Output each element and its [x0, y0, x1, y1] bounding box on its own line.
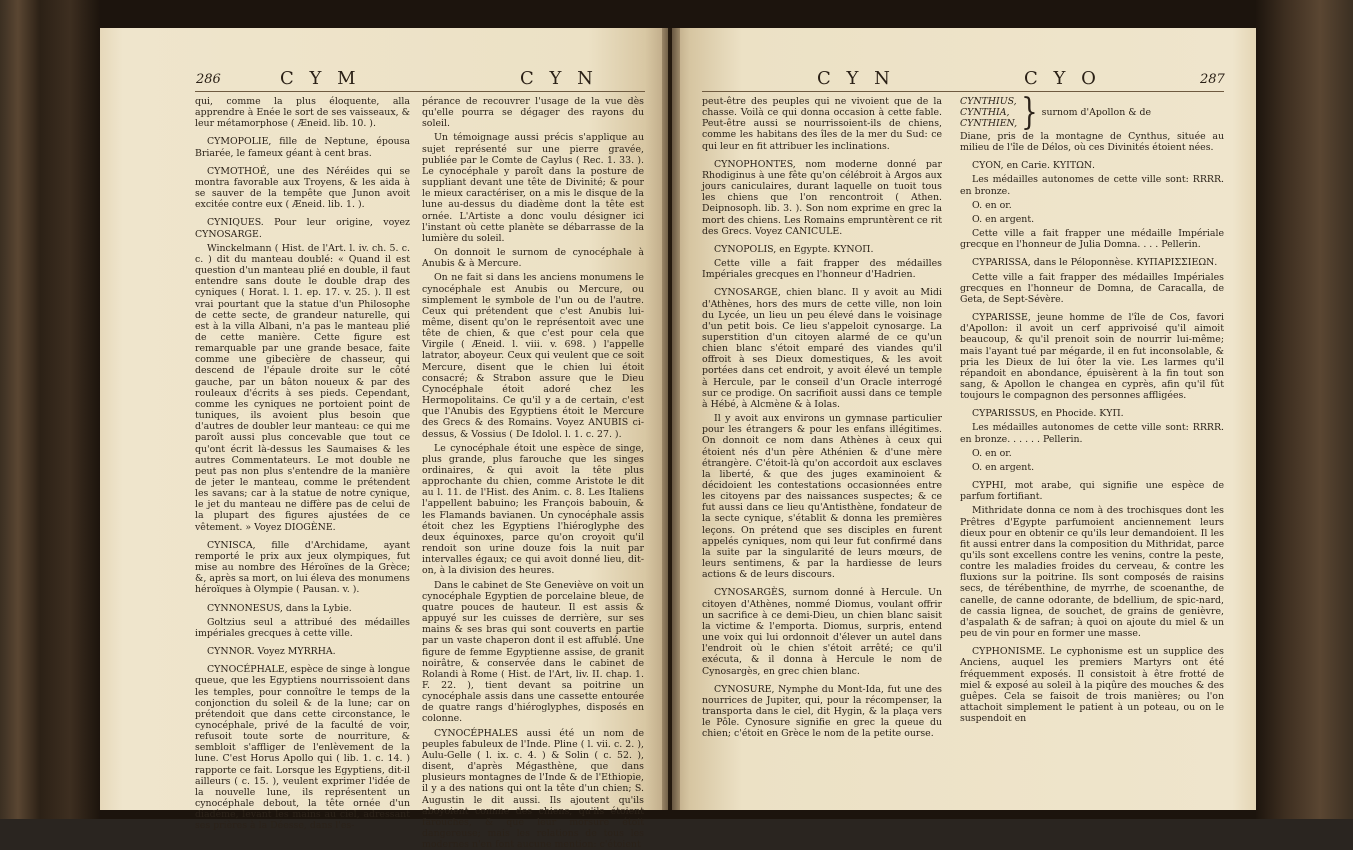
- page-number: 287: [1200, 72, 1225, 87]
- entry-paragraph: CYNOSARGE, chien blanc. Il y avoit au Midi d'Athènes, hors des murs de cette ville, non loin du Lycée, un lieu un peu élevé dans le voisinage d'un petit bois. Ce lieu s'appeloit cynosarge. La superstition d'un citoyen alarmé de ce qu'un chien blanc s'étoit emparé des viandes qu'il offroit à ses Dieux domestiques, & les avoit portées dans cet endroit, y avoit élevé un temple à Hercule, par le conseil d'un Oracle interrogé sur ce prodige. On sacrifioit aussi dans ce temple à Hébé, à Alcmène & à Iolas.: [702, 287, 942, 410]
- entry-paragraph: CYNIQUES. Pour leur origine, voyez CYNOSARGE.: [195, 217, 410, 240]
- entry-paragraph: Il y avoit aux environs un gymnase particulier pour les étrangers & pour les enfans illégitimes. On donnoit ce nom dans Athènes à ceux qui étoient nés d'un père Athénien & d'une mère étrangère. C'étoit-là qu'on accordoit aux esclaves la liberté, & que des juges examinoient & décidoient les contestations occasionnées entre les citoyens par des naissances suspectes; & ce fut aussi dans ce lieu qu'Antisthène, fondateur de la secte cynique, s'établit & donna les premières leçons. On prétend que ses disciples en furent appelés cyniques, nom qui leur fut confirmé dans la suite par la singularité de leurs mœurs, de leurs sentimens, & par la hardiesse de leurs actions & de leurs discours.: [702, 413, 942, 581]
- running-header: C Y N: [520, 68, 598, 89]
- entry-paragraph: CYNOSURE, Nymphe du Mont-Ida, fut une des nourrices de Jupiter, qui, pour la récompenser, la transporta dans le ciel, dit Hygin, & la plaça vers le Pôle. Cynosure signifie en grec la queue du chien; c'étoit en Grèce le nom de la petite ourse.: [702, 683, 942, 740]
- brace-glyph: }: [1021, 91, 1038, 134]
- text-column-right-2: [960, 91, 1224, 796]
- entry-paragraph: CYPARISSUS, en Phocide. ΚΥΠ.: [972, 408, 1124, 420]
- text-column-left-2: [422, 96, 644, 850]
- entry-paragraph: Les médailles autonomes de cette ville sont: RRRR. en bronze. . . . . . Pellerin.: [960, 422, 1224, 445]
- running-header: C Y O: [1024, 68, 1101, 89]
- entry-paragraph: Cette ville a fait frapper des médailles Impériales grecques en l'honneur de Domna, de Caracalla, de Geta, de Sept-Sévère.: [960, 271, 1224, 305]
- entry-paragraph: Mithridate donna ce nom à des trochisques dont les Prêtres d'Egypte parfumoient anciennement leurs dieux pour en obtenir ce qu'ils leur demandoient. Il les fit aussi entrer dans la composition du Mithridat, parce qu'ils sont excellens contre les venins, contre la peste, contre les maladies froides du cerveau, & contre les fluxions sur la poitrine. Ils sont composés de raisins secs, de térébenthine, de myrrhe, de scoenanthe, de canelle, de canne odorante, de bdellium, de spic-nard, de cassia lignea, de souchet, de grains de genièvre, d'aspalath & de safran; à quoi on ajoute du miel & un peu de vin pour en former une masse.: [960, 505, 1224, 640]
- entry-paragraph: CYNNONESUS, dans la Lybie.: [207, 602, 352, 614]
- brace-text: surnom d'Apollon & de: [1041, 106, 1152, 118]
- entry-paragraph: peut-être des peuples qui ne vivoient que de la chasse. Voilà ce qui donna occasion à cette fable. Peut-être aussi se nourrissoient-ils de chiens, comme les habitans des îles de la mer du Sud: ce qui leur en fit attribuer les inclinations.: [702, 96, 942, 152]
- brace-name: CYNTHIEN,: [960, 118, 1018, 129]
- entry-paragraph: CYPHI, mot arabe, qui signifie une espèce de parfum fortifiant.: [960, 480, 1224, 503]
- entry-paragraph: CYMOTHOÉ, une des Néréides qui se montra favorable aux Troyens, & les aida à se sauver de la tempête que Junon avoit excitée contre eux ( Æneid. lib. 1. ).: [195, 165, 410, 211]
- entry-paragraph: Diane, pris de la montagne de Cynthus, située au milieu de l'île de Délos, où ces Divinités étoient nées.: [960, 131, 1224, 154]
- book-gutter: [662, 28, 680, 810]
- entry-paragraph: CYNISCA, fille d'Archidame, ayant remporté le prix aux jeux olympiques, fut mise au nombre des Héroïnes de la Grèce; &, après sa mort, on lui éleva des monumens héroïques à Olympie ( Pausan. v. ).: [195, 539, 410, 596]
- brace-name: CYNTHIA,: [960, 107, 1010, 118]
- entry-paragraph: On ne fait si dans les anciens monumens le cynocéphale est Anubis ou Mercure, ou simplement le symbole de l'un ou de l'autre. Ceux qui prétendent que c'est Anubis lui-même, disent qu'on le représentoit avec une tête de chien, & que c'est pour cela que Virgile ( Æneid. l. viii. v. 698. ) l'appelle latrator, aboyeur. Ceux qui veulent que ce soit Mercure, disent que le chien lui étoit consacré; & Strabon assure que le Dieu Cynocéphale étoit adoré chez les Hermopolitains. Ce qu'il y a de certain, c'est que l'Anubis des Egyptiens étoit le Mercure des Grecs & des Romains. Voyez ANUBIS ci-dessus, & Vossius ( De Idolol. l. 1. c. 27. ).: [422, 272, 644, 440]
- entry-paragraph: Cette ville a fait frapper une médaille Impériale grecque en l'honneur de Julia Domna. . . . Pellerin.: [960, 228, 1224, 251]
- entry-paragraph: CYNOPOLIS, en Egypte. ΚΥΝΟΠ.: [714, 243, 874, 255]
- entry-paragraph: CYPARISSE, jeune homme de l'île de Cos, favori d'Apollon: il avoit un cerf apprivoisé qu'il aimoit beaucoup, & qu'il prenoit soin de nourrir lui-même; mais l'ayant tué par mégarde, il en fut inconsolable, & pria les Dieux de lui ôter la vie. Les larmes qu'il répandoit en abondance, épuisèrent à la fin tout son sang, & Apollon le changea en cyprès, afin qu'il fût toujours le compagnon des personnes affligées.: [960, 312, 1224, 402]
- right-page: [672, 28, 1256, 810]
- entry-paragraph: Goltzius seul a attribué des médailles impériales grecques à cette ville.: [195, 616, 410, 639]
- entry-paragraph: Winckelmann ( Hist. de l'Art. l. iv. ch. 5. c. c. ) dit du manteau doublé: « Quand il est question d'un manteau plié en double, il faut entendre sans doute le double drap des cyniques ( Horat. l. 1. ep. 17. v. 25. ). Il est vrai pourtant que la statue d'un Philosophe de cette secte, de grandeur naturelle, qui est à la villa Albani, n'a pas le manteau plié de cette manière. Cette figure est remarquable par une grande besace, faite comme une gibecière de chasseur, qui descend de l'épaule droite sur le côté gauche, par un bâton noueux & par des rouleaux d'écrits à ses pieds. Cependant, comme les cyniques ne portoient point de tuniques, ils avoient plus besoin que d'autres de doubler leur manteau: ce qui me paroît aussi plus concevable que tout ce qu'ont écrit là-dessus les Saumaises & les autres Commentateurs. Le mot double ne peut pas non plus s'entendre de la manière de jeter le manteau, comme le prétendent les savans; car à la statue de notre cynique, le jet du manteau ne diffère pas de celui de la plupart des figures ajustées de ce vêtement. » Voyez DIOGÈNE.: [195, 242, 410, 533]
- entry-paragraph: CYNOSARGÈS, surnom donné à Hercule. Un citoyen d'Athènes, nommé Diomus, voulant offrir un sacrifice à ce demi-Dieu, un chien blanc saisit la victime & l'emporta. Diomus, surpris, entend une voix qui lui ordonnoit d'élever un autel dans l'endroit où le chien s'étoit arrêté; ce qu'il exécuta, & il donna à Hercule le nom de Cynosargès, en grec chien blanc.: [702, 587, 942, 677]
- entry-paragraph: CYNOCÉPHALE, espèce de singe à longue queue, que les Egyptiens nourrissoient dans les temples, pour connoître le temps de la conjonction du soleil & de la lune; car on prétendoit que dans cette circonstance, le cynocéphale, privé de la faculté de voir, refusoit toute sorte de nourriture, & sembloit s'affliger de l'enlèvement de la lune. C'est Horus Apollo qui ( lib. 1. c. 14. ) rapporte ce fait. Lorsque les Egyptiens, dit-il ailleurs ( c. 15. ), veulent exprimer l'idée de la nouvelle lune, ils représentent un cynocéphale debout, la tête ornée d'un diadème, levant les mains au ciel, adressant ses prières à la Déesse, dans l'es-: [195, 664, 410, 832]
- running-header: C Y N: [817, 68, 895, 89]
- entry-paragraph: O. en or.: [972, 199, 1012, 211]
- entry-paragraph: CYMOPOLIE, fille de Neptune, épousa Briarée, le fameux géant à cent bras.: [195, 136, 410, 159]
- entry-paragraph: O. en or.: [972, 447, 1012, 459]
- entry-paragraph: Les médailles autonomes de cette ville sont: RRRR. en bronze.: [960, 174, 1224, 197]
- entry-paragraph: Un témoignage aussi précis s'applique au sujet représenté sur une pierre gravée, publiée par le Comte de Caylus ( Rec. 1. 33. ). Le cynocéphale y paroît dans la posture de suppliant devant une tête de Divinité; & pour le mieux caractériser, on a mis le disque de la lune au-dessus du diadème dont la tête est ornée. L'Artiste a donc voulu désigner ici l'instant où cette planète se débarrasse de la lumière du soleil.: [422, 132, 644, 244]
- entry-paragraph: Dans le cabinet de Ste Geneviève on voit un cynocéphale Egyptien de porcelaine bleue, de quatre pouces de hauteur. Il est assis & appuyé sur les cuisses de derrière, sur ses mains & ses bras qui sont couverts en partie par un vaste chaperon dont il est affublé. Une figure de femme Egyptienne assise, de granit noirâtre, & conservée dans le cabinet de Rolandi à Rome ( Hist. de l'Art, liv. II. chap. 1. F. 22. ), tient devant sa poitrine un cynocéphale assis dans une cassette entourée de quatre rangs d'hiéroglyphes, disposés en colonne.: [422, 579, 644, 725]
- page-number: 286: [196, 72, 221, 87]
- header-rule: [195, 91, 645, 92]
- entry-paragraph: CYNNOR. Voyez MYRRHA.: [207, 646, 336, 658]
- text-column-left-1: [195, 96, 410, 832]
- entry-paragraph: qui, comme la plus éloquente, alla apprendre à Enée le sort de ses vaisseaux, & leur métamorphose ( Æneid. lib. 10. ).: [195, 96, 410, 130]
- text-column-right-1: [702, 96, 942, 796]
- entry-paragraph: CYPARISSA, dans le Péloponnèse. ΚΥΠΑΡΙΣΣΙΕΩΝ.: [972, 257, 1218, 269]
- entry-paragraph: CYNOPHONTES, nom moderne donné par Rhodiginus à une fête qu'on célébroit à Argos aux jours caniculaires, durant laquelle on tuoit tous les chiens que l'on rencontroit ( Athen. Deipnosoph. lib. 3. ). Son nom exprime en grec la mort des chiens. Les Romains empruntèrent ce rit des Grecs. Voyez CANICULE.: [702, 158, 942, 237]
- entry-paragraph: CYNOCÉPHALES aussi été un nom de peuples fabuleux de l'Inde. Pline ( l. vii. c. 2. ), Aulu-Gelle ( l. ix. c. 4. ) & Solin ( c. 52. ), disent, d'après Mégasthène, que dans plusieurs montagnes de l'Inde & de l'Ethiopie, il y a des nations qui ont la tête d'un chien; S. Augustin le dit aussi. Ils ajoutent qu'ils aboyoient comme des chiens, qu'ils étoient farouches, & que leur morsure étoit dangereuse; mais les relations de tous les modernes n'en font aucune mention: c'étoient: [422, 727, 644, 850]
- running-header: C Y M: [280, 68, 361, 89]
- entry-paragraph: CYPHONISME. Le cyphonisme est un supplice des Anciens, auquel les premiers Martyrs ont été fréquemment exposés. Il consistoit à être frotté de miel & exposé au soleil à la piqûre des mouches & des guêpes. Cela se faisoit de trois manières; ou l'on attachoit simplement le patient à un poteau, ou on le suspendoit en: [960, 646, 1224, 725]
- entry-paragraph: Cette ville a fait frapper des médailles Impériales grecques en l'honneur d'Hadrien.: [702, 258, 942, 281]
- entry-paragraph: O. en argent.: [972, 461, 1035, 473]
- entry-paragraph: CYON, en Carie. ΚΥΙΤΩΝ.: [972, 160, 1096, 172]
- entry-paragraph: On donnoit le surnom de cynocéphale à Anubis & à Mercure.: [422, 247, 644, 270]
- entry-paragraph: Le cynocéphale étoit une espèce de singe, plus grande, plus farouche que les singes ordinaires, & qui avoit la tête plus approchante du chien, comme Aristote le dit au l. 11. de l'Hist. des Anim. c. 8. Les Italiens l'appellent babuino; les François babouin, & les Flamands bavianen. Un cynocéphale assis étoit chez les Egyptiens l'hiéroglyphe des deux équinoxes, parce qu'on croyoit qu'il rendoit son urine douze fois la nuit par intervalles égaux; ce qui avoit donné lieu, dit-on, à la division des heures.: [422, 442, 644, 577]
- header-rule: [702, 91, 1224, 92]
- left-page: [100, 28, 668, 850]
- entry-paragraph: pérance de recouvrer l'usage de la vue dès qu'elle pourra se dégager des rayons du soleil.: [422, 96, 644, 130]
- entry-paragraph: O. en argent.: [972, 213, 1035, 225]
- brace-names: [960, 96, 1017, 129]
- brace-name: CYNTHIUS,: [960, 96, 1017, 107]
- brace-entry: [960, 91, 1224, 134]
